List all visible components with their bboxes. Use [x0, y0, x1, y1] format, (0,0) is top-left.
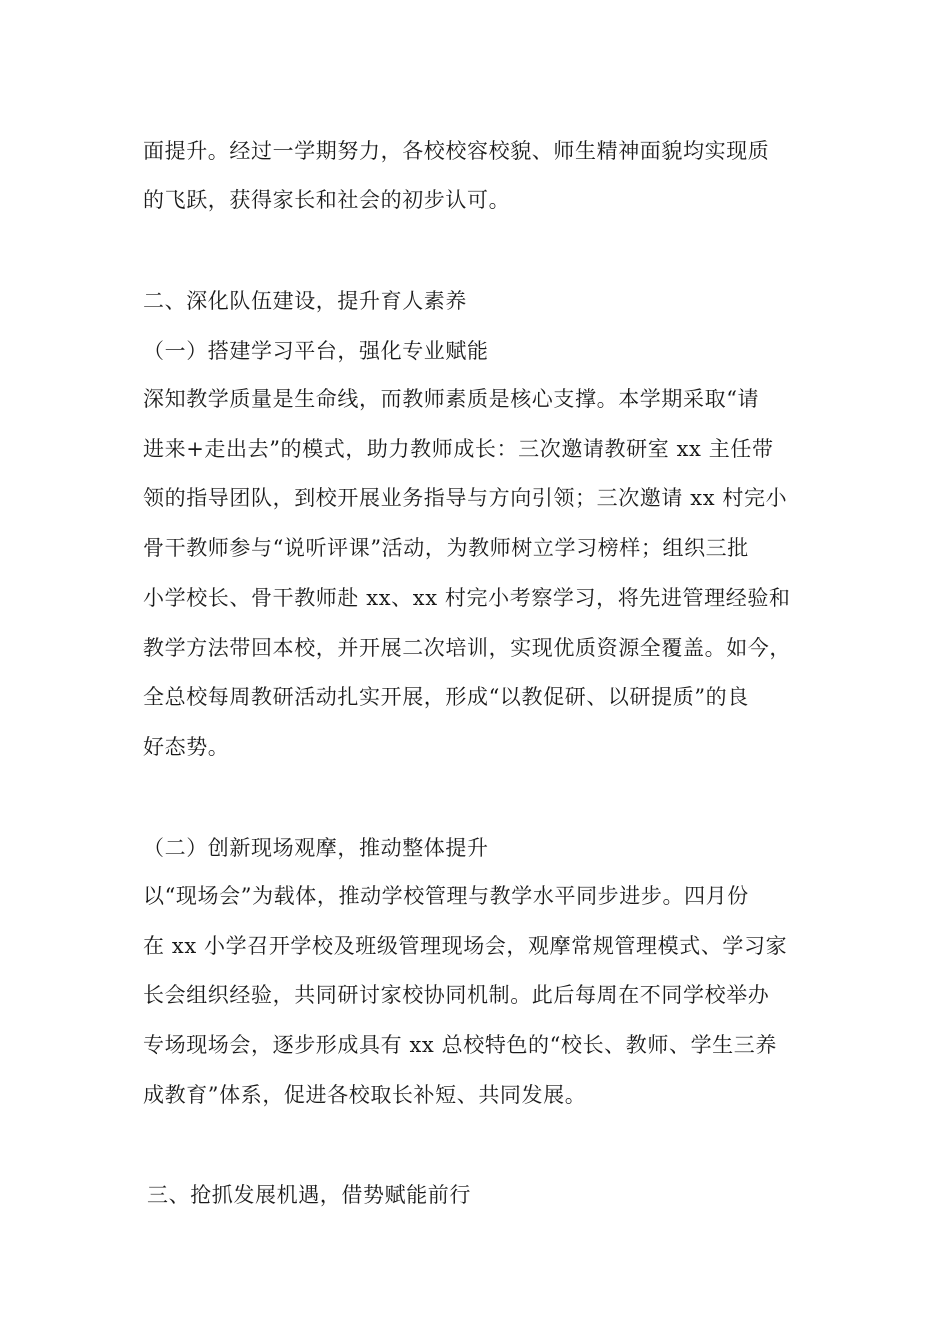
paragraph-line: 全总校每周教研活动扎实开展，形成“以教促研、以研提质”的良 [143, 685, 749, 709]
paragraph-line: 专场现场会，逐步形成具有 xx 总校特色的“校长、教师、学生三养 [143, 1033, 777, 1057]
paragraph-line: 教学方法带回本校，并开展二次培训，实现优质资源全覆盖。如今， [143, 636, 791, 660]
paragraph-line: 骨干教师参与“说听评课”活动，为教师树立学习榜样；组织三批 [143, 536, 749, 560]
paragraph-line: 成教育”体系，促进各校取长补短、共同发展。 [143, 1083, 587, 1107]
paragraph-line: 领的指导团队，到校开展业务指导与方向引领；三次邀请 xx 村完小 [143, 486, 788, 510]
paragraph-line: 深知教学质量是生命线，而教师素质是核心支撑。本学期采取“请 [143, 387, 760, 411]
paragraph-line: 进来+走出去”的模式，助力教师成长：三次邀请教研室 xx 主任带 [143, 437, 774, 461]
paragraph-line: 好态势。 [143, 735, 230, 759]
section-heading-3: 三、抢抓发展机遇，借势赋能前行 [147, 1183, 471, 1207]
paragraph-line: 的飞跃，获得家长和社会的初步认可。 [143, 188, 511, 212]
paragraph-line: 面提升。经过一学期努力，各校校容校貌、师生精神面貌均实现质 [143, 139, 770, 163]
subsection-heading-2-2: （二）创新现场观摩，推动整体提升 [143, 836, 489, 860]
paragraph-line: 以“现场会”为载体，推动学校管理与教学水平同步进步。四月份 [143, 884, 749, 908]
paragraph-line: 小学校长、骨干教师赴 xx、xx 村完小考察学习，将先进管理经验和 [143, 586, 791, 610]
paragraph-line: 长会组织经验，共同研讨家校协同机制。此后每周在不同学校举办 [143, 983, 770, 1007]
subsection-heading-2-1: （一）搭建学习平台，强化专业赋能 [143, 339, 489, 363]
paragraph-line: 在 xx 小学召开学校及班级管理现场会，观摩常规管理模式、学习家 [143, 934, 788, 958]
section-heading-2: 二、深化队伍建设，提升育人素养 [143, 289, 467, 313]
